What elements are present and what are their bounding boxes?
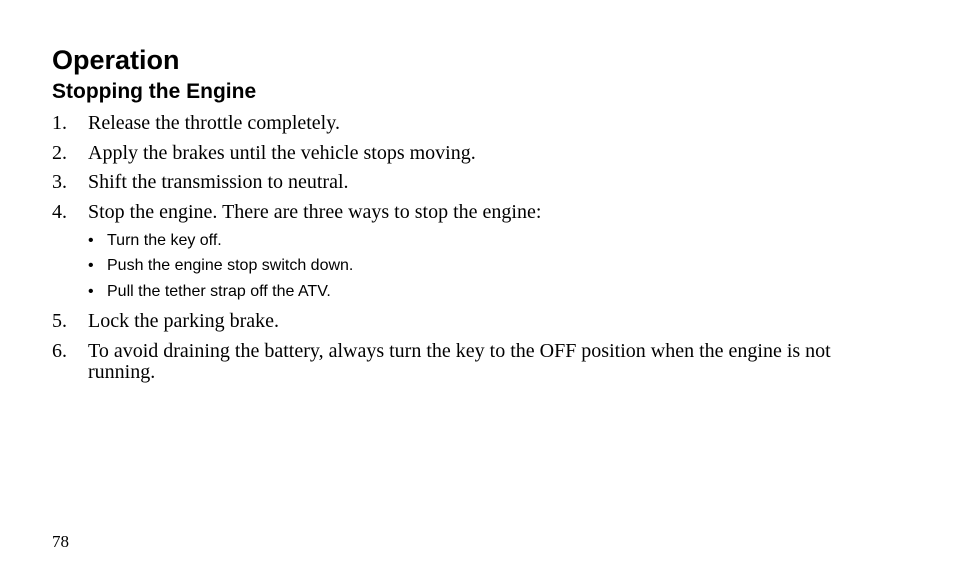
step-number: 6. — [52, 340, 67, 362]
bullet-item — [88, 282, 331, 302]
bullet-item — [88, 231, 222, 251]
step-item — [52, 143, 892, 164]
step-item — [52, 172, 892, 193]
step-number: 2. — [52, 142, 67, 164]
bullet-text: Pull the tether strap off the ATV. — [107, 283, 331, 300]
bullet-item — [88, 256, 353, 276]
bullet-marker: • — [88, 232, 94, 249]
step-text: To avoid draining the battery, always turn the key to the OFF position when the engine is not running. — [88, 340, 831, 383]
section-title: Operation — [52, 45, 180, 75]
step-number: 4. — [52, 201, 67, 223]
step-item — [52, 113, 892, 134]
step-text: Stop the engine. There are three ways to stop the engine: — [88, 201, 542, 223]
bullet-marker: • — [88, 257, 94, 274]
bullet-text: Push the engine stop switch down. — [107, 257, 354, 274]
step-text: Release the throttle completely. — [88, 112, 340, 134]
step-number: 3. — [52, 171, 67, 193]
step-number: 1. — [52, 112, 67, 134]
step-item — [52, 341, 892, 383]
step-item — [52, 311, 892, 332]
step-text: Lock the parking brake. — [88, 310, 280, 332]
step-number: 5. — [52, 310, 67, 332]
subsection-title: Stopping the Engine — [52, 80, 257, 103]
step-text: Shift the transmission to neutral. — [88, 171, 349, 193]
step-item — [52, 202, 892, 223]
page-number: 78 — [52, 532, 69, 551]
step-text: Apply the brakes until the vehicle stops moving. — [88, 142, 476, 164]
bullet-marker: • — [88, 283, 94, 300]
bullet-text: Turn the key off. — [107, 232, 222, 249]
